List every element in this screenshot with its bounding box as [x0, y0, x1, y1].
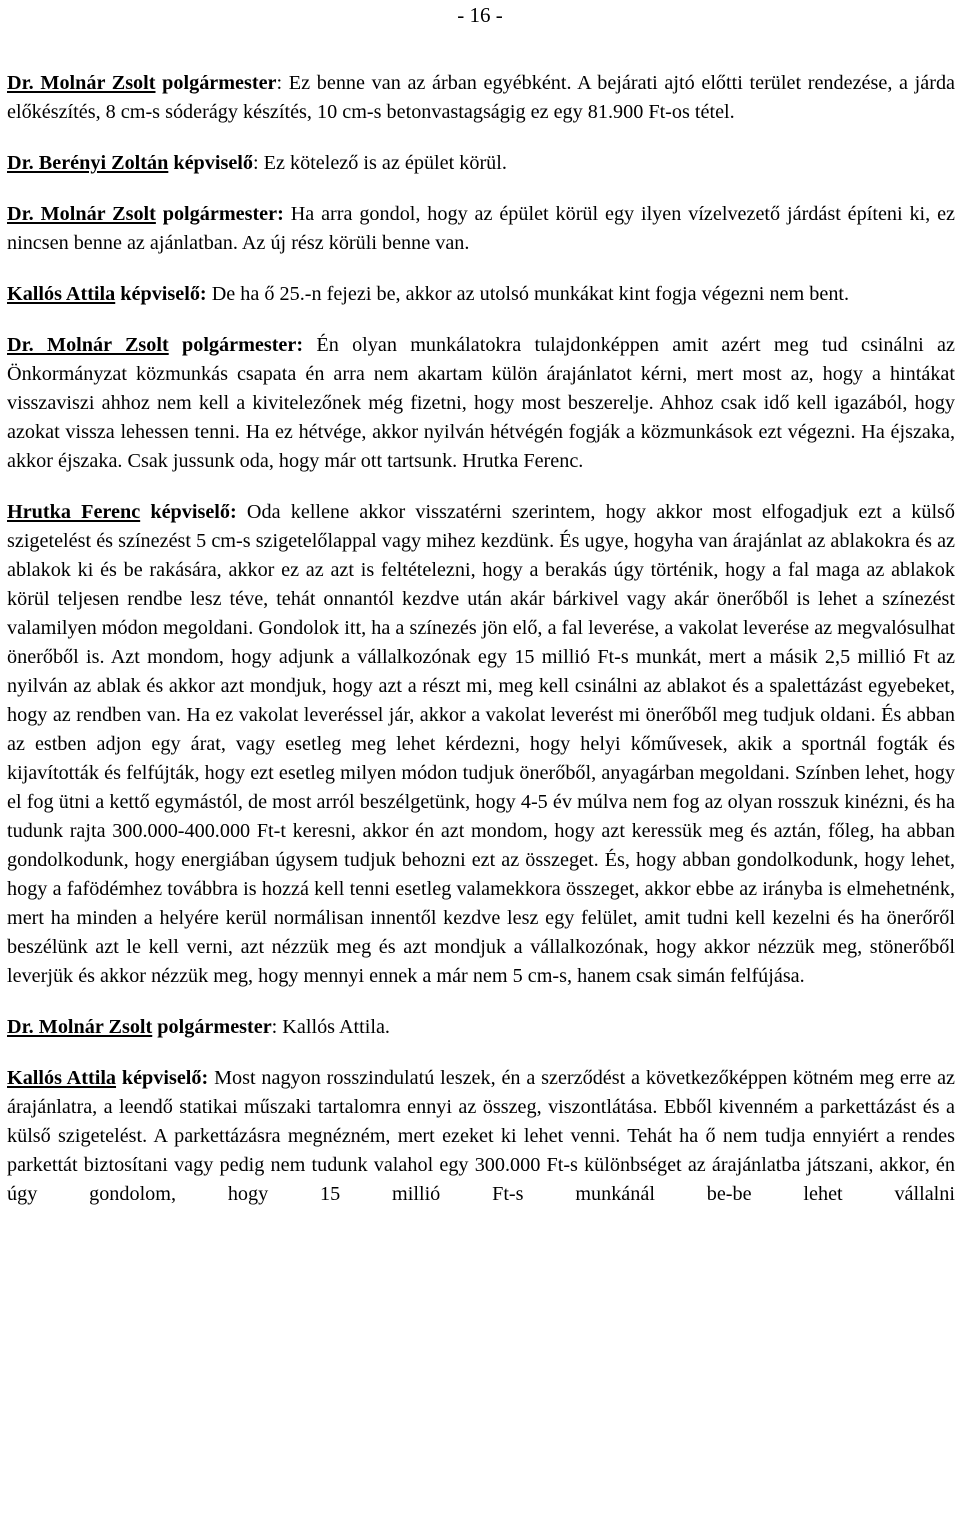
paragraph-molnar-2 — [7, 200, 955, 258]
paragraph-berenyi — [7, 149, 955, 178]
speaker-role: polgármester — [152, 1016, 272, 1038]
statement-text: : Kallós Attila. — [271, 1016, 390, 1038]
speaker-role: képviselő — [168, 152, 253, 174]
page-number: - 16 - — [457, 3, 503, 27]
paragraph-kallos-2 — [7, 1064, 955, 1209]
speaker-role: képviselő: — [116, 1067, 209, 1089]
speaker-name: Dr. Molnár Zsolt — [7, 72, 156, 94]
paragraph-molnar-3 — [7, 331, 955, 476]
speaker-role: képviselő: — [140, 501, 237, 523]
document-body — [7, 69, 955, 1209]
paragraph-kallos-1 — [7, 280, 955, 309]
speaker-name: Dr. Molnár Zsolt — [7, 334, 169, 356]
speaker-name: Kallós Attila — [7, 283, 116, 305]
speaker-name: Kallós Attila — [7, 1067, 117, 1089]
statement-text: : Ez benne van az árban egyébként. A bejárati ajtó előtti terület rendezése, a járda előkészítés, 8 cm-s sóderágy készítés, 10 cm-s betonvastagságig ez egy 81.900 Ft-os tétel. — [7, 72, 956, 123]
paragraph-molnar-1 — [7, 69, 955, 127]
speaker-role: polgármester: — [155, 203, 284, 225]
paragraph-hrutka — [7, 498, 955, 991]
statement-text: : Ez kötelező is az épület körül. — [253, 152, 507, 174]
speaker-role: képviselő: — [115, 283, 207, 305]
statement-text: De ha ő 25.-n fejezi be, akkor az utolsó munkákat kint fogja végezni nem bent. — [206, 283, 850, 305]
paragraph-molnar-4 — [7, 1013, 955, 1042]
statement-text: Oda kellene akkor visszatérni szerintem, hogy akkor most elfogadjuk ezt a külső szigetelést és színezést 5 cm-s szigetelőlappal vagy mihez kezdünk. És ugye, hogyha van árajánlat az ablakokra és az ablakok ki és be rakására, akkor ez az azt is feltételezni, hogy a berakás úgy történik, hogy a fal maga az ablakok körül teljesen rendbe lesz téve, tehát onnantól kezdve után akár bárkivel vagy akár önerőből is lehet a színezést valamilyen módon megoldani. Gondolok itt, ha a színezés jön elő, a fal leverése, a vakolat leverése az megvalósulhat önerőből is. Azt mondom, hogy adjunk a vállalkozónak egy 15 millió Ft-s munkát, mert a másik 2,5 millió Ft az nyilván az ablak és akkor azt mondjuk, hogy azt a részt mi, meg kell csinálni az ablakot és a spalettázást egyebeket, hogy az rendben van. Ha ez vakolat leveréssel jár, akkor a vakolat leverést mi önerőből meg tudjuk oldani. És abban az estben adjon egy árat, vagy esetleg meg lehet kérdezni, hogy helyi kőművesek, akik a sportnál fogták és kijavították és felfújták, hogy ezt esetleg milyen módon tudjuk önerőből, anyagárban megoldani. Színben lehet, hogy el fog ütni a kettő egymástól, de most arról beszélgetünk, hogy 4-5 év múlva nem fog az olyan rosszuk kinézni, és ha tudunk rajta 300.000-400.000 Ft-t keresni, akkor én azt mondom, hogy azt keressük meg és aztán, főleg, ha abban gondolkodunk, hogy energiában úgysem tudjuk behozni ezt az összeget. És, hogy abban gondolkodunk, hogy lehet, hogy a fafödémhez továbbra is hozzá kell tenni esetleg valamekkora összeget, akkor ebbe az irányba is elmehetnénk, mert ha minden a helyére kerül normálisan innentől kezdve lesz egy felület, amit tudni kell kezelni és ha önerőről beszélünk azt le kell verni, azt nézzük meg és azt mondjuk a vállalkozónak, hogy akkor nézzük meg, stönerőből leverjük és akkor nézzük meg, hogy mennyi ennek a már nem 5 cm-s, hanem csak simán felfújása. — [7, 501, 956, 987]
speaker-name: Dr. Berényi Zoltán — [7, 152, 169, 174]
speaker-name: Hrutka Ferenc — [7, 501, 141, 523]
statement-text: Ha arra gondol, hogy az épület körül egy ilyen vízelvezető járdást építeni ki, ez nincsen benne az ajánlatban. Az új rész körüli benne van. — [7, 203, 955, 254]
statement-text: Én olyan munkálatokra tulajdonképpen amit azért meg tud csinálni az Önkormányzat közmunkás csapata én arra nem akartam külön árajánlatot kérni, mert most az, hogy a hintákat visszaviszi ahhoz nem kell a kivitelezőnek még fizetni, hogy most beszerelje. Ahhoz csak idő kell igazából, hogy azokat vissza lehessen tenni. Ha ez hétvége, akkor nyilván hétvégén fogják a közmunkások ezt végezni. Ha éjszaka, akkor éjszaka. Csak jussunk oda, hogy már ott tartsunk. Hrutka Ferenc. — [7, 334, 955, 472]
speaker-role: polgármester: — [168, 334, 304, 356]
speaker-role: polgármester — [155, 72, 277, 94]
statement-text: Most nagyon rosszindulatú leszek, én a szerződést a következőképpen kötném meg erre az árajánlatra, a leendő statikai műszaki tartalomra ennyi az összeg, viszontlátása. Ebből kivenném a parkettázást és a külső szigetelést. A parkettázásra megnézném, mert ezeket ki lehet venni. Tehát ha ő nem tudja ennyiért a rendes parkettát biztosítani vagy pedig nem tudunk valahol egy 300.000 Ft-s különbséget az árajánlatba játszani, akkor, én úgy gondolom, hogy 15 millió Ft-s munkánál be-be lehet vállalni — [7, 1067, 956, 1205]
speaker-name: Dr. Molnár Zsolt — [7, 1016, 153, 1038]
speaker-name: Dr. Molnár Zsolt — [7, 203, 156, 225]
